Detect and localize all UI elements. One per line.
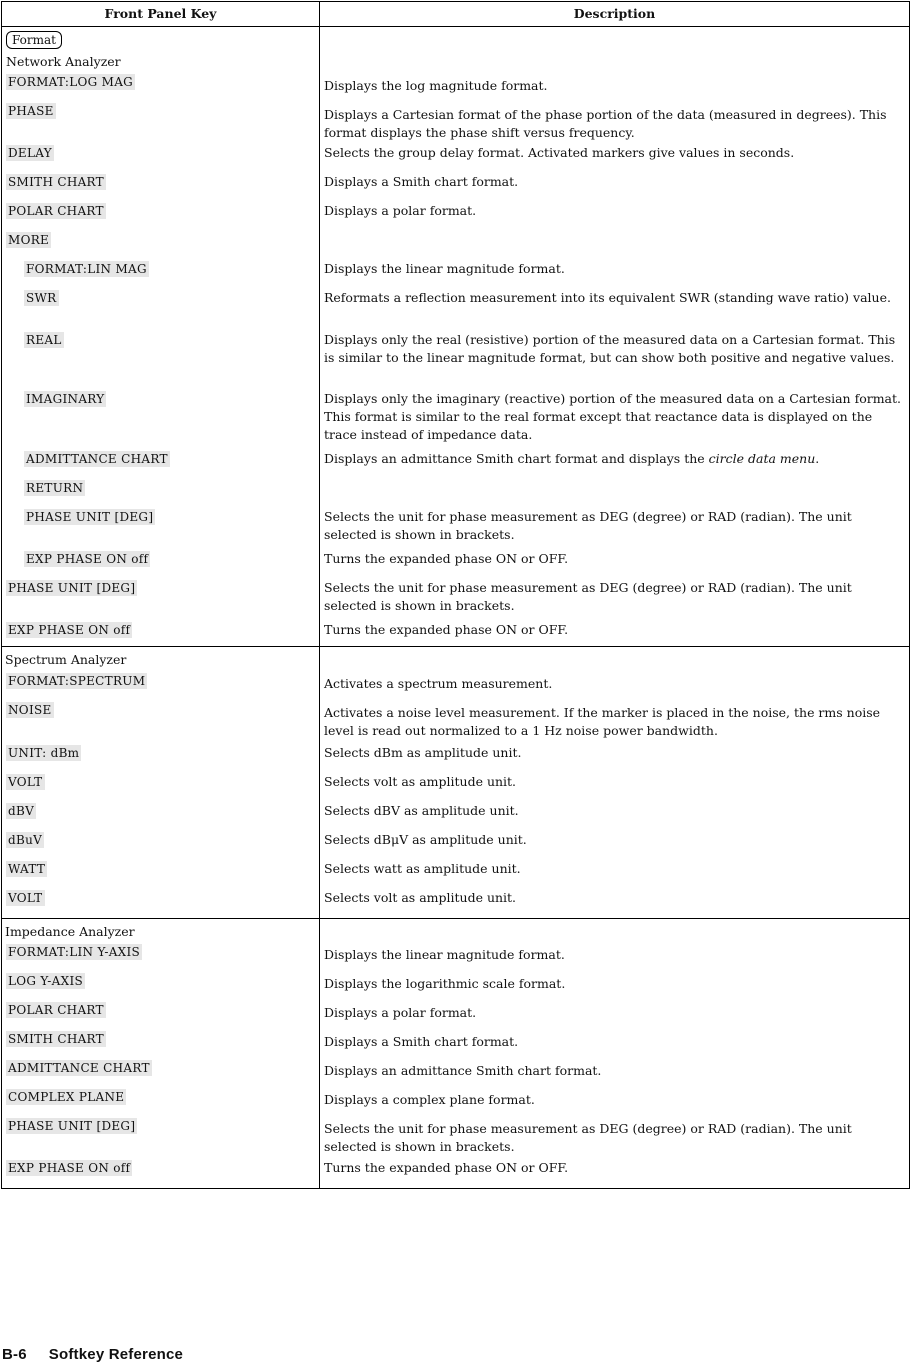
column-header-description: Description bbox=[320, 2, 910, 27]
softkey-more[interactable]: MORE bbox=[8, 232, 50, 247]
softkey-format-lin-y-axis[interactable]: FORMAT:LIN Y-AXIS bbox=[8, 944, 141, 959]
softkey-noise[interactable]: NOISE bbox=[8, 702, 52, 717]
softkey-smith-chart[interactable]: SMITH CHART bbox=[8, 174, 104, 189]
circle-data-menu-ref: circle data menu bbox=[708, 450, 816, 466]
desc-phase-unit: Selects the unit for phase measurement as DEG (degree) or RAD (radian). The unit selected is shown in brackets. bbox=[320, 579, 910, 621]
softkey-phase[interactable]: PHASE bbox=[8, 103, 54, 118]
softkey-reference-table bbox=[1, 1, 910, 1189]
desc-format-log-mag: Displays the log magnitude format. bbox=[320, 73, 910, 102]
softkey-exp-phase-sub[interactable]: EXP PHASE ON off bbox=[26, 551, 149, 566]
desc-format-lin-mag: Displays the linear magnitude format. bbox=[320, 260, 910, 289]
desc-delay: Selects the group delay format. Activated markers give values in seconds. bbox=[320, 144, 910, 173]
softkey-format-log-mag[interactable]: FORMAT:LOG MAG bbox=[8, 74, 134, 89]
softkey-admittance-chart-imp[interactable]: ADMITTANCE CHART bbox=[8, 1060, 150, 1075]
desc-dbuv: Selects dBμV as amplitude unit. bbox=[320, 831, 910, 860]
desc-unit-dbm: Selects dBm as amplitude unit. bbox=[320, 744, 910, 773]
desc-watt: Selects watt as amplitude unit. bbox=[320, 860, 910, 889]
desc-admittance-chart: Displays an admittance Smith chart format and displays the circle data menu. bbox=[320, 450, 910, 479]
desc-polar-chart: Displays a polar format. bbox=[320, 202, 910, 231]
softkey-phase-unit-sub[interactable]: PHASE UNIT [DEG] bbox=[26, 509, 154, 524]
softkey-format-lin-mag[interactable]: FORMAT:LIN MAG bbox=[26, 261, 147, 276]
desc-exp-phase-imp: Turns the expanded phase ON or OFF. bbox=[320, 1159, 910, 1189]
section-heading-network: Network Analyzer bbox=[6, 53, 121, 69]
footer-title: Softkey Reference bbox=[48, 1346, 184, 1363]
softkey-polar-chart-imp[interactable]: POLAR CHART bbox=[8, 1002, 104, 1017]
softkey-dbv[interactable]: dBV bbox=[8, 803, 35, 818]
section-heading-impedance: Impedance Analyzer bbox=[5, 924, 135, 939]
softkey-admittance-chart[interactable]: ADMITTANCE CHART bbox=[26, 451, 168, 466]
desc-dbv: Selects dBV as amplitude unit. bbox=[320, 802, 910, 831]
softkey-exp-phase-imp[interactable]: EXP PHASE ON off bbox=[8, 1160, 131, 1175]
softkey-smith-chart-imp[interactable]: SMITH CHART bbox=[8, 1031, 104, 1046]
desc-format-lin-y-axis: Displays the linear magnitude format. bbox=[320, 943, 910, 972]
softkey-exp-phase[interactable]: EXP PHASE ON off bbox=[8, 622, 131, 637]
softkey-phase-unit-imp[interactable]: PHASE UNIT [DEG] bbox=[8, 1118, 136, 1133]
desc-polar-chart-imp: Displays a polar format. bbox=[320, 1001, 910, 1030]
desc-swr: Reformats a reflection measurement into its equivalent SWR (standing wave ratio) value. bbox=[320, 289, 910, 331]
softkey-watt[interactable]: WATT bbox=[8, 861, 46, 876]
softkey-complex-plane[interactable]: COMPLEX PLANE bbox=[8, 1089, 125, 1104]
softkey-unit-dbm[interactable]: UNIT: dBm bbox=[8, 745, 80, 760]
desc-phase-unit-imp: Selects the unit for phase measurement as DEG (degree) or RAD (radian). The unit selected is shown in brackets. bbox=[320, 1117, 910, 1159]
desc-admittance-chart-imp: Displays an admittance Smith chart format. bbox=[320, 1059, 910, 1088]
softkey-format-spectrum[interactable]: FORMAT:SPECTRUM bbox=[8, 673, 146, 688]
softkey-delay[interactable]: DELAY bbox=[8, 145, 52, 160]
desc-imaginary: Displays only the imaginary (reactive) portion of the measured data on a Cartesian format. This format is similar to the real format except that reactance data is displayed on the trace instead of impedance data. bbox=[320, 390, 910, 450]
section-heading-spectrum: Spectrum Analyzer bbox=[5, 652, 127, 667]
page-footer bbox=[2, 1346, 205, 1363]
desc-exp-phase: Turns the expanded phase ON or OFF. bbox=[320, 621, 910, 647]
desc-volt: Selects volt as amplitude unit. bbox=[320, 773, 910, 802]
desc-volt-2: Selects volt as amplitude unit. bbox=[320, 889, 910, 919]
softkey-volt[interactable]: VOLT bbox=[8, 774, 43, 789]
format-hardkey[interactable]: Format bbox=[6, 31, 62, 49]
softkey-polar-chart[interactable]: POLAR CHART bbox=[8, 203, 104, 218]
page-number: B-6 bbox=[2, 1346, 27, 1363]
desc-log-y-axis: Displays the logarithmic scale format. bbox=[320, 972, 910, 1001]
column-header-key: Front Panel Key bbox=[2, 2, 320, 27]
softkey-return[interactable]: RETURN bbox=[26, 480, 84, 495]
softkey-imaginary[interactable]: IMAGINARY bbox=[26, 391, 105, 406]
desc-complex-plane: Displays a complex plane format. bbox=[320, 1088, 910, 1117]
softkey-dbuv[interactable]: dBuV bbox=[8, 832, 43, 847]
softkey-log-y-axis[interactable]: LOG Y-AXIS bbox=[8, 973, 84, 988]
desc-smith-chart-imp: Displays a Smith chart format. bbox=[320, 1030, 910, 1059]
desc-smith-chart: Displays a Smith chart format. bbox=[320, 173, 910, 202]
desc-phase: Displays a Cartesian format of the phase portion of the data (measured in degrees). This format displays the phase shift versus frequency. bbox=[320, 102, 910, 144]
desc-phase-unit-sub: Selects the unit for phase measurement as DEG (degree) or RAD (radian). The unit selected is shown in brackets. bbox=[320, 508, 910, 550]
desc-noise: Activates a noise level measurement. If the marker is placed in the noise, the rms noise level is read out normalized to a 1 Hz noise power bandwidth. bbox=[320, 701, 910, 744]
softkey-real[interactable]: REAL bbox=[26, 332, 62, 347]
desc-real: Displays only the real (resistive) portion of the measured data on a Cartesian format. This is similar to the linear magnitude format, but can show both positive and negative values. bbox=[320, 331, 910, 390]
softkey-swr[interactable]: SWR bbox=[26, 290, 57, 305]
softkey-phase-unit[interactable]: PHASE UNIT [DEG] bbox=[8, 580, 136, 595]
desc-format-spectrum: Activates a spectrum measurement. bbox=[320, 672, 910, 701]
softkey-volt-2[interactable]: VOLT bbox=[8, 890, 43, 905]
desc-exp-phase-sub: Turns the expanded phase ON or OFF. bbox=[320, 550, 910, 579]
